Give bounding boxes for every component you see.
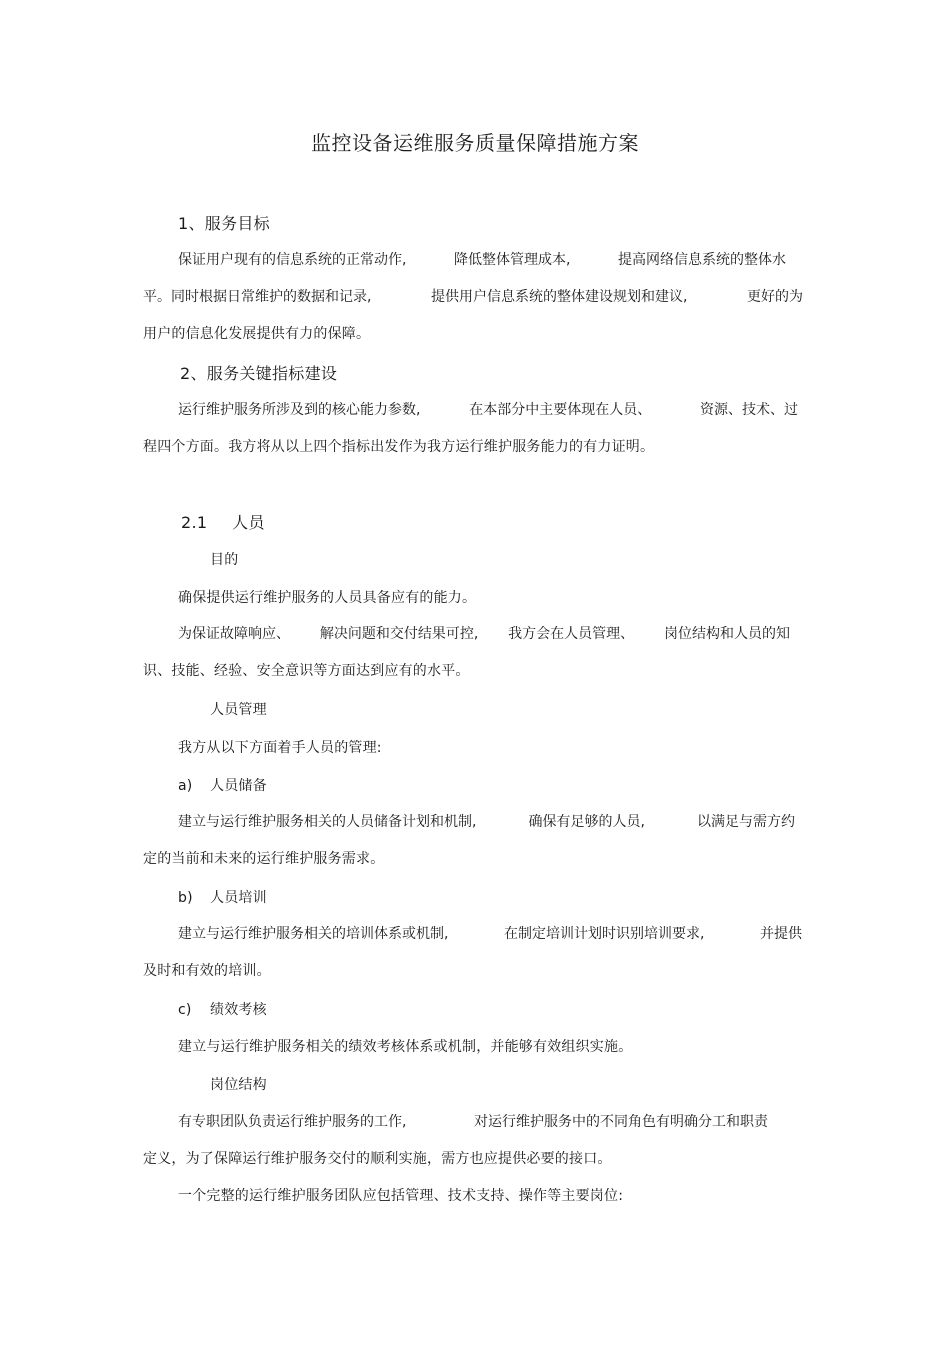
text-segment: 在本部分中主要体现在人员、 (469, 402, 652, 418)
paragraph-line (178, 625, 790, 643)
text-segment: 提供用户信息系统的整体建设规划和建议, (431, 289, 688, 305)
list-item-label-performance: 绩效考核 (210, 1002, 267, 1018)
paragraph-line (178, 813, 795, 831)
text-segment: 岗位结构和人员的知 (663, 626, 790, 642)
text-segment: 在制定培训计划时识别培训要求, (504, 926, 705, 942)
text-segment: 以满足与需方约 (697, 814, 795, 830)
text-segment: 提高网络信息系统的整体水 (618, 252, 786, 268)
text-segment: 有专职团队负责运行维护服务的工作, (178, 1114, 407, 1130)
text-segment: 建立与运行维护服务相关的人员储备计划和机制, (178, 814, 477, 830)
paragraph-line: 定义，为了保障运行维护服务交付的顺利实施，需方也应提供必要的接口。 (143, 1151, 612, 1167)
paragraph-line: 建立与运行维护服务相关的绩效考核体系或机制，并能够有效组织实施。 (178, 1039, 633, 1055)
text-segment: 并提供 (760, 926, 802, 942)
list-item-label-training: 人员培训 (210, 890, 267, 906)
list-marker-b: b) (178, 890, 193, 906)
section-number: 2.1 (181, 513, 208, 532)
section-heading-personnel (181, 513, 265, 533)
subheading-purpose: 目的 (210, 552, 239, 568)
text-segment: 降低整体管理成本, (454, 252, 571, 268)
text-segment: 确保有足够的人员, (528, 814, 645, 830)
subheading-personnel-management: 人员管理 (210, 702, 267, 718)
text-segment: 运行维护服务所涉及到的核心能力参数, (178, 402, 421, 418)
text-segment: 平。同时根据日常维护的数据和记录, (143, 289, 372, 305)
subheading-post-structure: 岗位结构 (210, 1077, 267, 1093)
text-segment: 解决问题和交付结果可控, (319, 626, 479, 642)
paragraph-line (178, 401, 798, 419)
paragraph-line: 及时和有效的培训。 (143, 963, 271, 979)
list-marker-a: a) (178, 778, 193, 794)
text-segment: 建立与运行维护服务相关的培训体系或机制, (178, 926, 449, 942)
text-segment: 我方会在人员管理、 (508, 626, 635, 642)
section-title: 人员 (232, 513, 265, 532)
paragraph-line: 确保提供运行维护服务的人员具备应有的能力。 (178, 590, 477, 606)
paragraph-line: 识、技能、经验、安全意识等方面达到应有的水平。 (143, 663, 470, 679)
text-segment: 更好的为 (747, 289, 803, 305)
text-segment: 对运行维护服务中的不同角色有明确分工和职责 (474, 1114, 768, 1130)
list-item-label-reserve: 人员储备 (210, 778, 267, 794)
paragraph-line (178, 925, 802, 943)
paragraph-line (178, 1113, 768, 1131)
section-heading-service-goal: 1、服务目标 (178, 214, 270, 233)
paragraph-line (143, 288, 803, 306)
text-segment: 资源、技术、过 (699, 402, 798, 418)
document-title: 监控设备运维服务质量保障措施方案 (311, 131, 639, 155)
text-segment: 为保证故障响应、 (178, 626, 290, 642)
text-segment: 保证用户现有的信息系统的正常动作, (178, 252, 407, 268)
paragraph-line: 程四个方面。我方将从以上四个指标出发作为我方运行维护服务能力的有力证明。 (143, 439, 655, 455)
paragraph-line: 我方从以下方面着手人员的管理: (178, 740, 382, 756)
section-heading-key-indicators: 2、服务关键指标建设 (180, 364, 338, 383)
paragraph-line (178, 251, 786, 269)
paragraph-line: 用户的信息化发展提供有力的保障。 (143, 326, 371, 342)
paragraph-line: 定的当前和未来的运行维护服务需求。 (143, 851, 385, 867)
paragraph-line: 一个完整的运行维护服务团队应包括管理、技术支持、操作等主要岗位: (178, 1188, 624, 1204)
list-marker-c: c) (178, 1002, 192, 1018)
